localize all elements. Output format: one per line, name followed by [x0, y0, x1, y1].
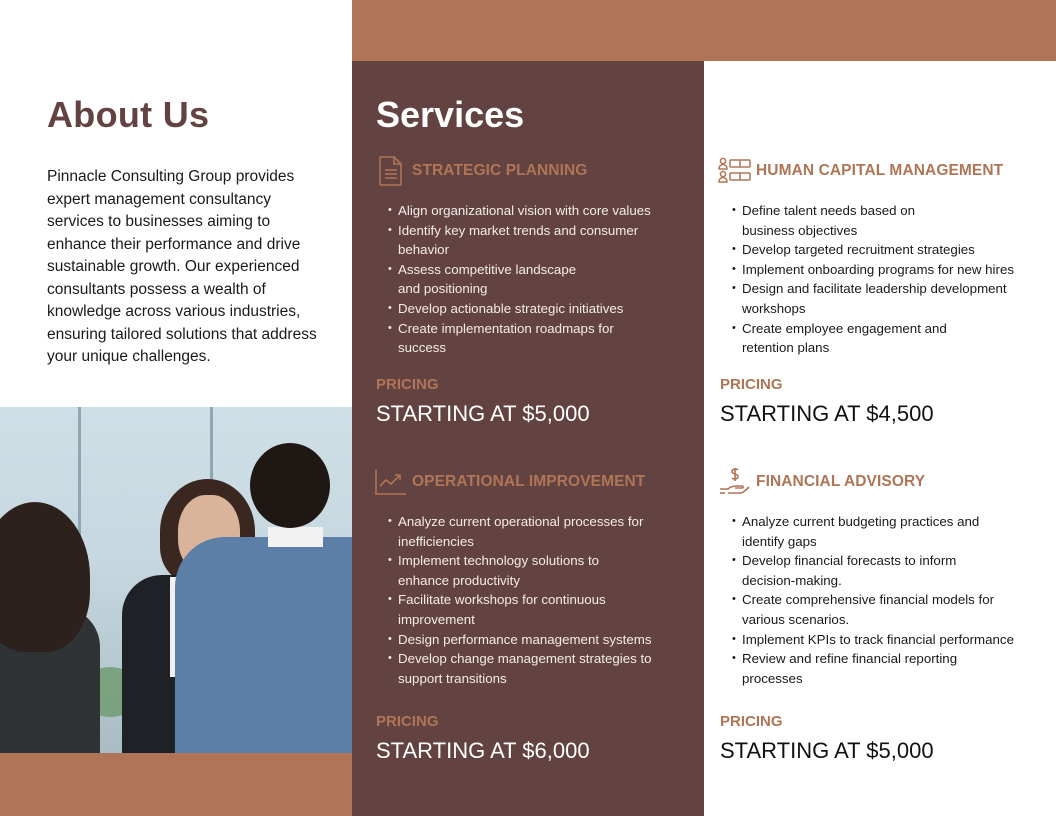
bullet-item: • Identify key market trends and consumer behavior: [374, 221, 644, 260]
bullet-item: • Develop financial forecasts to inform decision-making.: [718, 551, 968, 590]
bullet-item: • Develop targeted recruitment strategies: [718, 240, 1048, 260]
service-human-capital-management: [718, 154, 1048, 426]
pricing-value: STARTING AT $4,500: [720, 401, 934, 426]
bullet-item: • Create implementation roadmaps for success: [374, 319, 644, 358]
bullet-item: • Develop actionable strategic initiatives: [374, 299, 704, 319]
bullet-item: • Create comprehensive financial models for various scenarios.: [718, 590, 1018, 629]
about-body: Pinnacle Consulting Group provides expert management consultancy services to businesses aiming to enhance their performance and drive sustainable growth. Our experienced consultants possess a wealth of knowledge across various industries, ensuring tailored solutions that address your unique challenges.: [47, 168, 317, 365]
pricing-value: STARTING AT $5,000: [720, 738, 934, 763]
people-list-icon: [718, 154, 752, 188]
pricing-value: STARTING AT $5,000: [376, 401, 590, 426]
service-title: OPERATIONAL IMPROVEMENT: [412, 473, 646, 490]
bullet-item: • Define talent needs based on business objectives: [718, 201, 923, 240]
service-operational-improvement: [374, 465, 704, 763]
bullet-item: • Review and refine financial reporting processes: [718, 649, 978, 688]
service-title: HUMAN CAPITAL MANAGEMENT: [756, 162, 1004, 179]
person-left-hair: [0, 502, 90, 652]
bullet-item: • Implement technology solutions to enhance productivity: [374, 551, 619, 590]
bullet-item: • Implement KPIs to track financial performance: [718, 630, 1038, 650]
document-icon: [374, 154, 408, 188]
service-bullets: [718, 201, 1048, 358]
pricing-label: PRICING: [376, 376, 439, 393]
team-photo: [0, 407, 352, 753]
bullet-item: • Design performance management systems: [374, 630, 704, 650]
trend-chart-icon: [374, 465, 408, 499]
person-right-collar: [268, 527, 323, 547]
person-right-head: [250, 443, 330, 528]
service-bullets: [718, 512, 1048, 688]
bullet-item: • Facilitate workshops for continuous improvement: [374, 590, 629, 629]
pricing-label: PRICING: [720, 376, 783, 393]
bullet-item: • Analyze current operational processes for inefficiencies: [374, 512, 644, 551]
money-hand-icon: [718, 465, 752, 499]
bullet-item: • Create employee engagement and retention plans: [718, 319, 968, 358]
bullet-item: • Design and facilitate leadership development workshops: [718, 279, 1033, 318]
service-bullets: [374, 512, 704, 688]
pricing-value: STARTING AT $6,000: [376, 738, 590, 763]
top-accent-band: [352, 0, 1056, 61]
service-title: FINANCIAL ADVISORY: [756, 473, 926, 490]
pricing-label: PRICING: [720, 713, 783, 730]
pricing-label: PRICING: [376, 713, 439, 730]
bullet-item: • Align organizational vision with core values: [374, 201, 704, 221]
service-strategic-planning: [374, 154, 704, 426]
bullet-item: • Analyze current budgeting practices and identify gaps: [718, 512, 1003, 551]
person-right-body: [175, 537, 352, 753]
bottom-accent-band: [0, 753, 352, 816]
services-title: Services: [376, 94, 525, 135]
bullet-item: • Assess competitive landscape and positioning: [374, 260, 589, 299]
service-title: STRATEGIC PLANNING: [412, 162, 588, 179]
service-financial-advisory: [718, 465, 1048, 763]
bullet-item: • Implement onboarding programs for new hires: [718, 260, 1048, 280]
service-bullets: [374, 201, 704, 358]
about-title: About Us: [47, 94, 210, 135]
bullet-item: • Develop change management strategies to support transitions: [374, 649, 674, 688]
